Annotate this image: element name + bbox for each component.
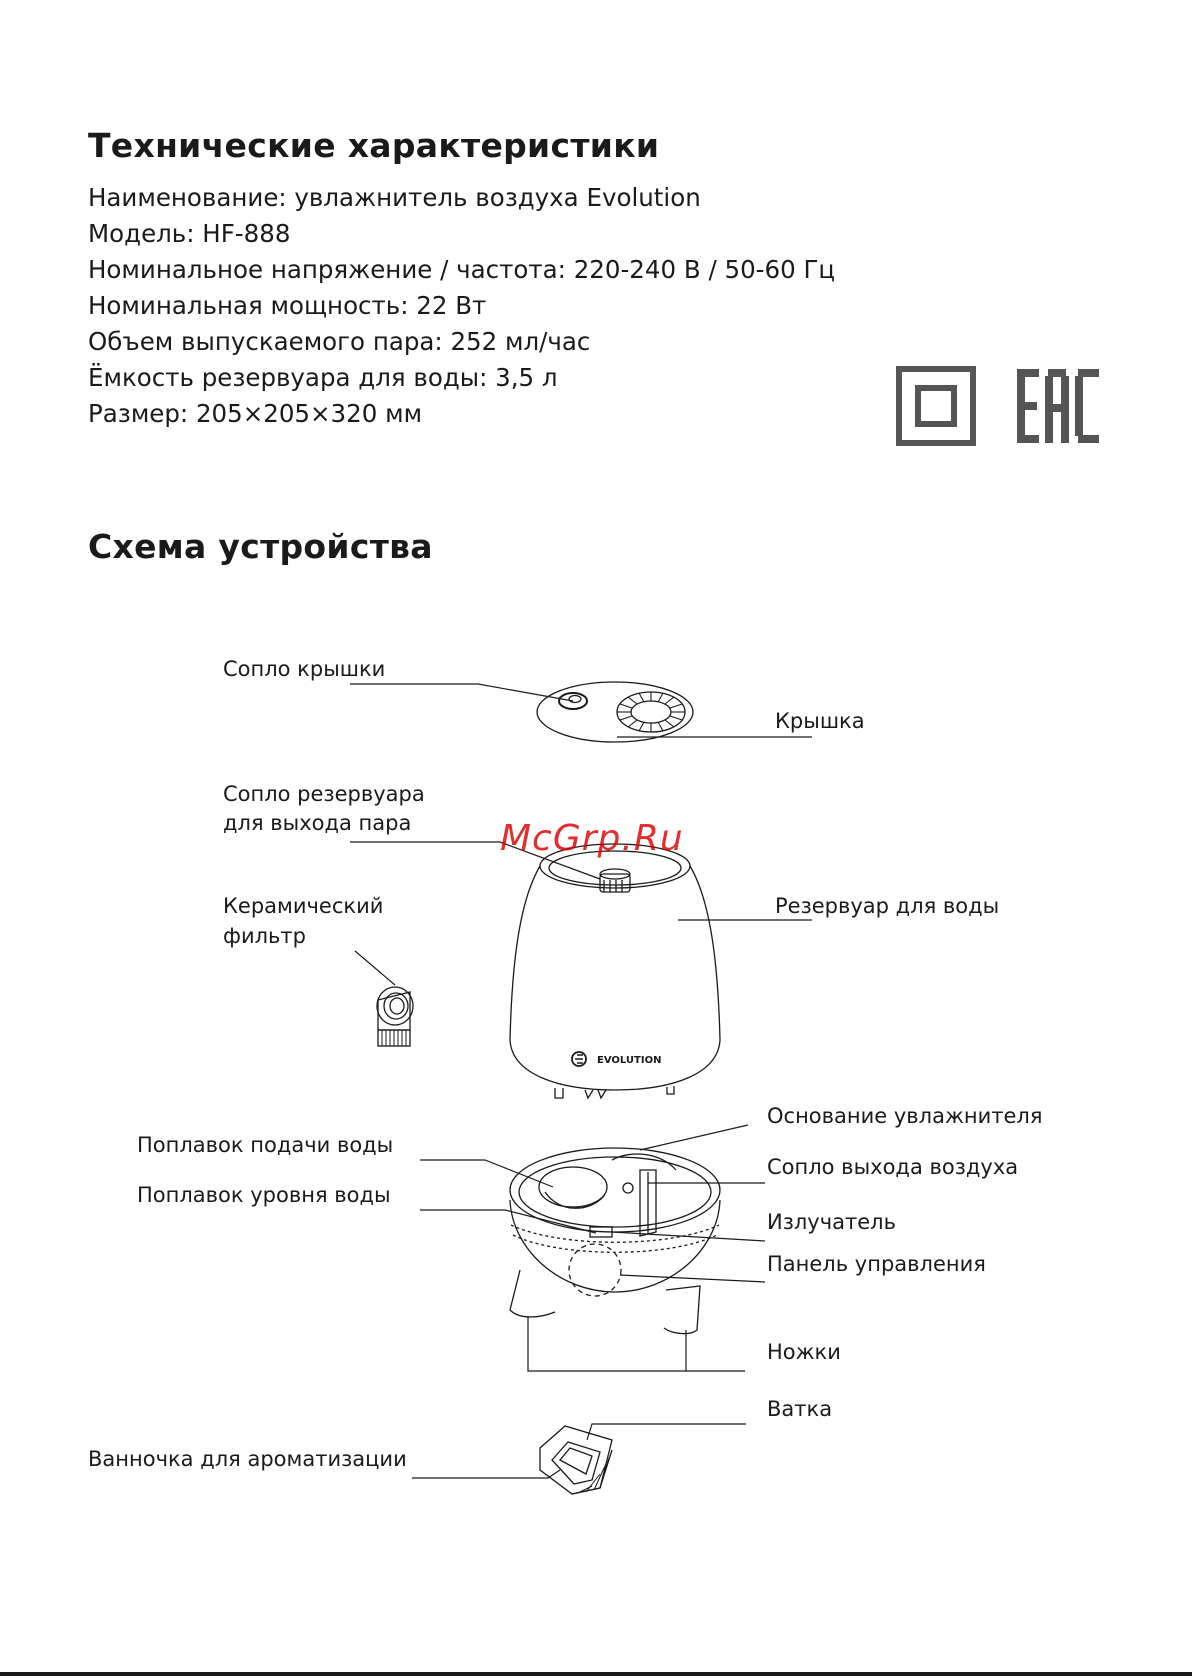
spec-line-voltage: Номинальное напряжение / частота: 220-240 В / 50-60 Гц bbox=[88, 255, 836, 284]
label-cotton-pad: Ватка bbox=[767, 1397, 833, 1421]
label-tank-nozzle-2: для выхода пара bbox=[223, 811, 412, 835]
label-feed-float: Поплавок подачи воды bbox=[137, 1133, 394, 1157]
label-control-panel: Панель управления bbox=[767, 1252, 986, 1276]
bottom-rule bbox=[0, 1672, 1192, 1676]
spec-line-size: Размер: 205×205×320 мм bbox=[88, 399, 423, 428]
label-ceramic-filter-1: Керамический bbox=[223, 894, 384, 918]
label-base: Основание увлажнителя bbox=[767, 1104, 1043, 1128]
label-tank-nozzle-1: Сопло резервуара bbox=[223, 782, 425, 806]
spec-line-model: Модель: HF-888 bbox=[88, 219, 291, 248]
spec-heading: Технические характеристики bbox=[88, 126, 660, 165]
aroma-tray-illustration bbox=[540, 1426, 612, 1494]
ceramic-filter-illustration bbox=[377, 987, 413, 1046]
label-lid: Крышка bbox=[775, 709, 865, 733]
label-ceramic-filter-2: фильтр bbox=[223, 924, 306, 948]
lid-illustration bbox=[537, 682, 693, 742]
diagram-heading: Схема устройства bbox=[88, 527, 433, 566]
spec-line-steam: Объем выпускаемого пара: 252 мл/час bbox=[88, 327, 591, 356]
label-level-float: Поплавок уровня воды bbox=[137, 1183, 391, 1207]
watermark: McGrp.Ru bbox=[500, 818, 684, 859]
label-aroma-tray: Ванночка для ароматизации bbox=[88, 1447, 407, 1471]
spec-line-power: Номинальная мощность: 22 Вт bbox=[88, 291, 487, 320]
base-illustration bbox=[510, 1148, 720, 1334]
label-air-nozzle: Сопло выхода воздуха bbox=[767, 1155, 1019, 1179]
label-lid-nozzle: Сопло крышки bbox=[223, 657, 386, 681]
label-emitter: Излучатель bbox=[767, 1210, 896, 1234]
label-feet: Ножки bbox=[767, 1340, 841, 1364]
label-water-tank: Резервуар для воды bbox=[775, 894, 1000, 918]
spec-line-capacity: Ёмкость резервуара для воды: 3,5 л bbox=[88, 363, 558, 392]
brand-text: EVOLUTION bbox=[597, 1055, 662, 1066]
spec-line-name: Наименование: увлажнитель воздуха Evolution bbox=[88, 183, 701, 212]
